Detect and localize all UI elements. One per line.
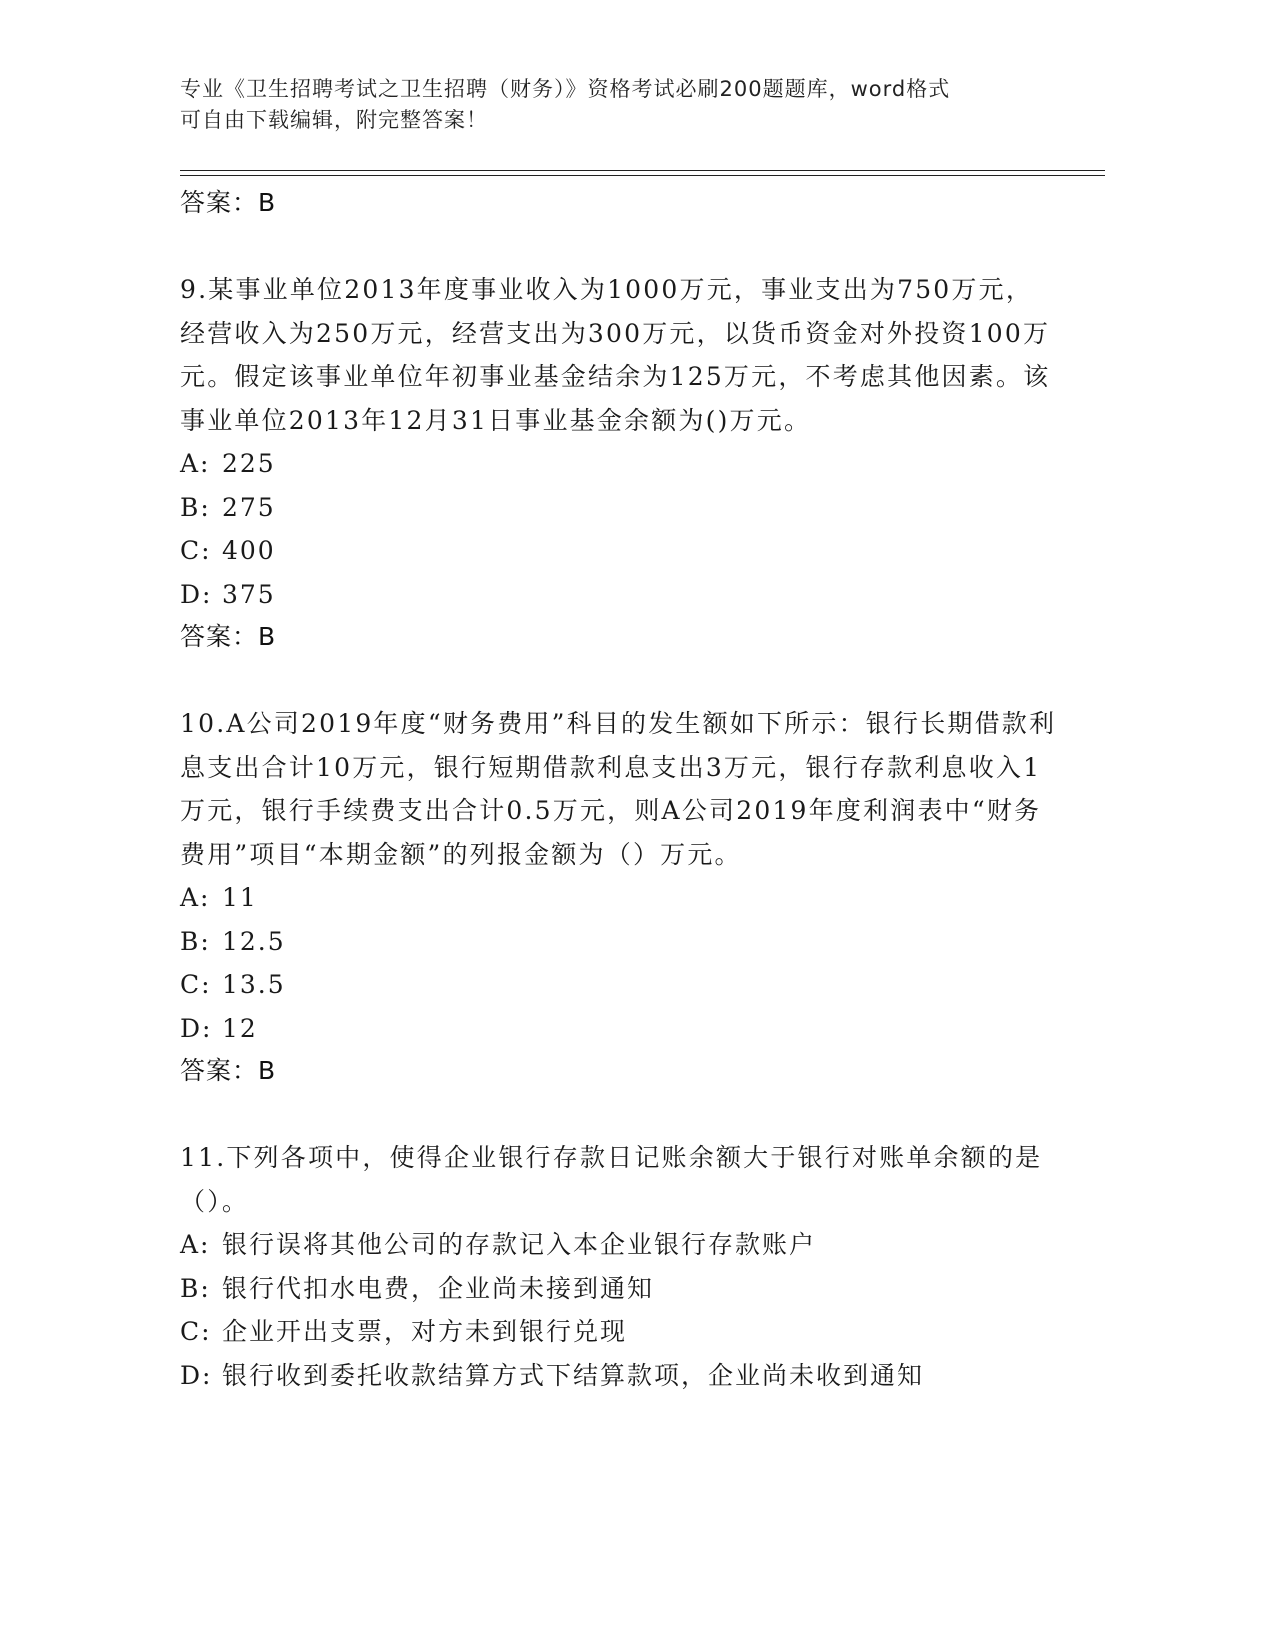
option-a	[180, 442, 1060, 486]
option-b	[180, 920, 1060, 964]
header-line-1: 专业《卫生招聘考试之卫生招聘（财务）》资格考试必刷200题题库，word格式	[180, 77, 951, 101]
option-text: 12.5	[222, 926, 286, 956]
option-text: 12	[222, 1013, 258, 1043]
option-a	[180, 876, 1060, 920]
option-d	[180, 573, 1060, 617]
option-label: A:	[180, 883, 211, 912]
option-d	[180, 1354, 1060, 1398]
option-text: 银行收到委托收款结算方式下结算款项，企业尚未收到通知	[222, 1360, 925, 1390]
option-text: 13.5	[222, 970, 286, 999]
question-text: 9.某事业单位2013年度事业收入为1000万元，事业支出为750万元，经营收入为250万元，经营支出为300万元，以货币资金对外投资100万元。假定该事业单位年初事业基金结余为125万元，不考虑其他因素。该事业单位2013年12月31日事业基金余额为()万元。	[180, 275, 1051, 435]
option-label: D:	[180, 1360, 213, 1390]
previous-answer: 答案：B	[180, 188, 277, 217]
option-label: B:	[180, 1273, 211, 1303]
option-label: C:	[180, 1317, 212, 1346]
question-11	[180, 1136, 1060, 1397]
option-text: 400	[222, 536, 276, 565]
header-rule-top	[180, 170, 1105, 171]
option-text: 企业开出支票，对方未到银行兑现	[222, 1317, 628, 1346]
question-9	[180, 268, 1060, 658]
option-text: 11	[222, 883, 258, 912]
option-text: 375	[222, 579, 276, 609]
question-text: 11.下列各项中，使得企业银行存款日记账余额大于银行对账单余额的是（）。	[180, 1143, 1043, 1216]
option-text: 银行误将其他公司的存款记入本企业银行存款账户	[222, 1230, 817, 1259]
option-d	[180, 1007, 1060, 1051]
option-text: 银行代扣水电费，企业尚未接到通知	[222, 1273, 655, 1303]
question-text: 10.A公司2019年度“财务费用”科目的发生额如下所示：银行长期借款利息支出合计10万元，银行短期借款利息支出3万元，银行存款利息收入1万元，银行手续费支出合计0.5万元，则A公司2019年度利润表中“财务费用”项目“本期金额”的列报金额为（）万元。	[180, 709, 1057, 869]
document-header	[180, 74, 1040, 136]
option-label: B:	[180, 492, 211, 522]
document-body	[180, 182, 1060, 1397]
option-label: C:	[180, 536, 212, 565]
option-c	[180, 1310, 1060, 1354]
question-10	[180, 702, 1060, 1092]
answer: 答案：B	[180, 1056, 277, 1085]
option-label: A:	[180, 449, 211, 478]
header-line-2: 可自由下载编辑，附完整答案！	[180, 108, 488, 132]
option-text: 275	[222, 492, 276, 522]
option-c	[180, 529, 1060, 573]
option-b	[180, 486, 1060, 530]
option-label: D:	[180, 579, 213, 609]
option-a	[180, 1223, 1060, 1267]
option-label: B:	[180, 926, 211, 956]
option-label: D:	[180, 1013, 213, 1043]
option-text: 225	[222, 449, 276, 478]
option-c	[180, 963, 1060, 1007]
answer: 答案：B	[180, 622, 277, 651]
option-label: C:	[180, 970, 212, 999]
option-b	[180, 1267, 1060, 1311]
header-rule-bottom	[180, 175, 1105, 176]
option-label: A:	[180, 1230, 211, 1259]
